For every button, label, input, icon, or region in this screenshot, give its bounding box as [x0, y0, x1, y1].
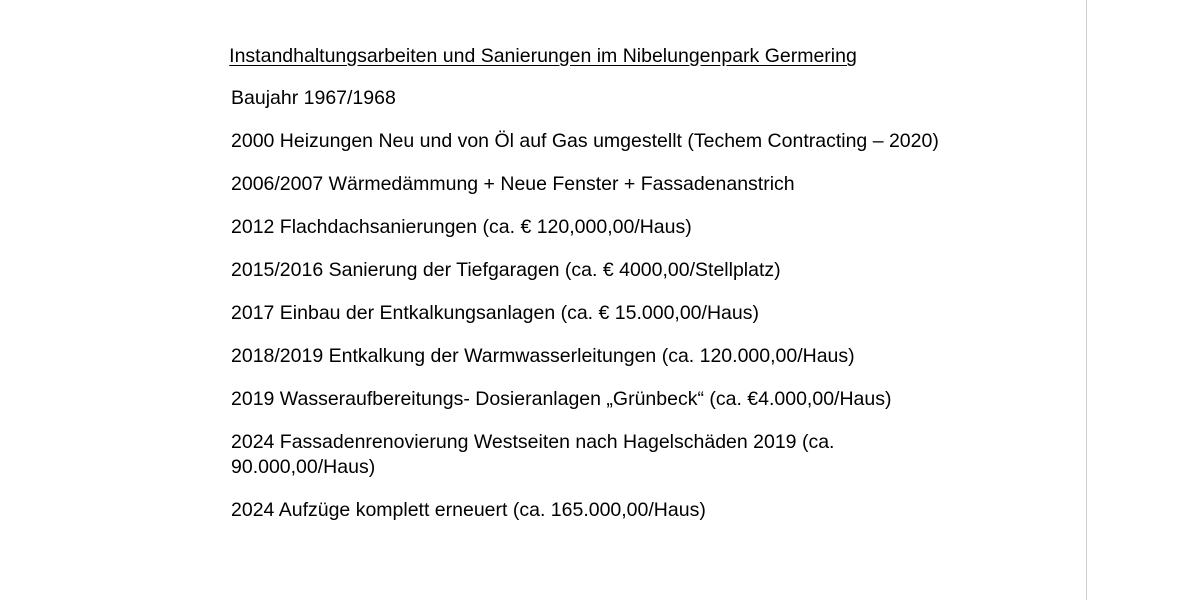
- paragraph: 2000 Heizungen Neu und von Öl auf Gas umgestellt (Techem Contracting – 2020): [231, 130, 939, 152]
- page-title: Instandhaltungsarbeiten und Sanierungen im Nibelungenpark Germering: [229, 45, 857, 67]
- paragraph: 2018/2019 Entkalkung der Warmwasserleitungen (ca. 120.000,00/Haus): [231, 345, 855, 367]
- paragraph: 2019 Wasseraufbereitungs- Dosieranlagen „Grünbeck“ (ca. €4.000,00/Haus): [231, 388, 892, 410]
- paragraph: 2012 Flachdachsanierungen (ca. € 120,000,00/Haus): [231, 216, 692, 238]
- page-right-margin: [1086, 0, 1200, 600]
- paragraph: 2006/2007 Wärmedämmung + Neue Fenster + Fassadenanstrich: [231, 173, 795, 195]
- paragraph: 2024 Fassadenrenovierung Westseiten nach Hagelschäden 2019 (ca. 90.000,00/Haus): [231, 431, 835, 478]
- document-body: [231, 86, 971, 523]
- paragraph: 2024 Aufzüge komplett erneuert (ca. 165.000,00/Haus): [231, 499, 706, 521]
- paragraph: 2015/2016 Sanierung der Tiefgaragen (ca. € 4000,00/Stellplatz): [231, 259, 781, 281]
- paragraph: Baujahr 1967/1968: [231, 87, 396, 109]
- paragraph: 2017 Einbau der Entkalkungsanlagen (ca. € 15.000,00/Haus): [231, 302, 759, 324]
